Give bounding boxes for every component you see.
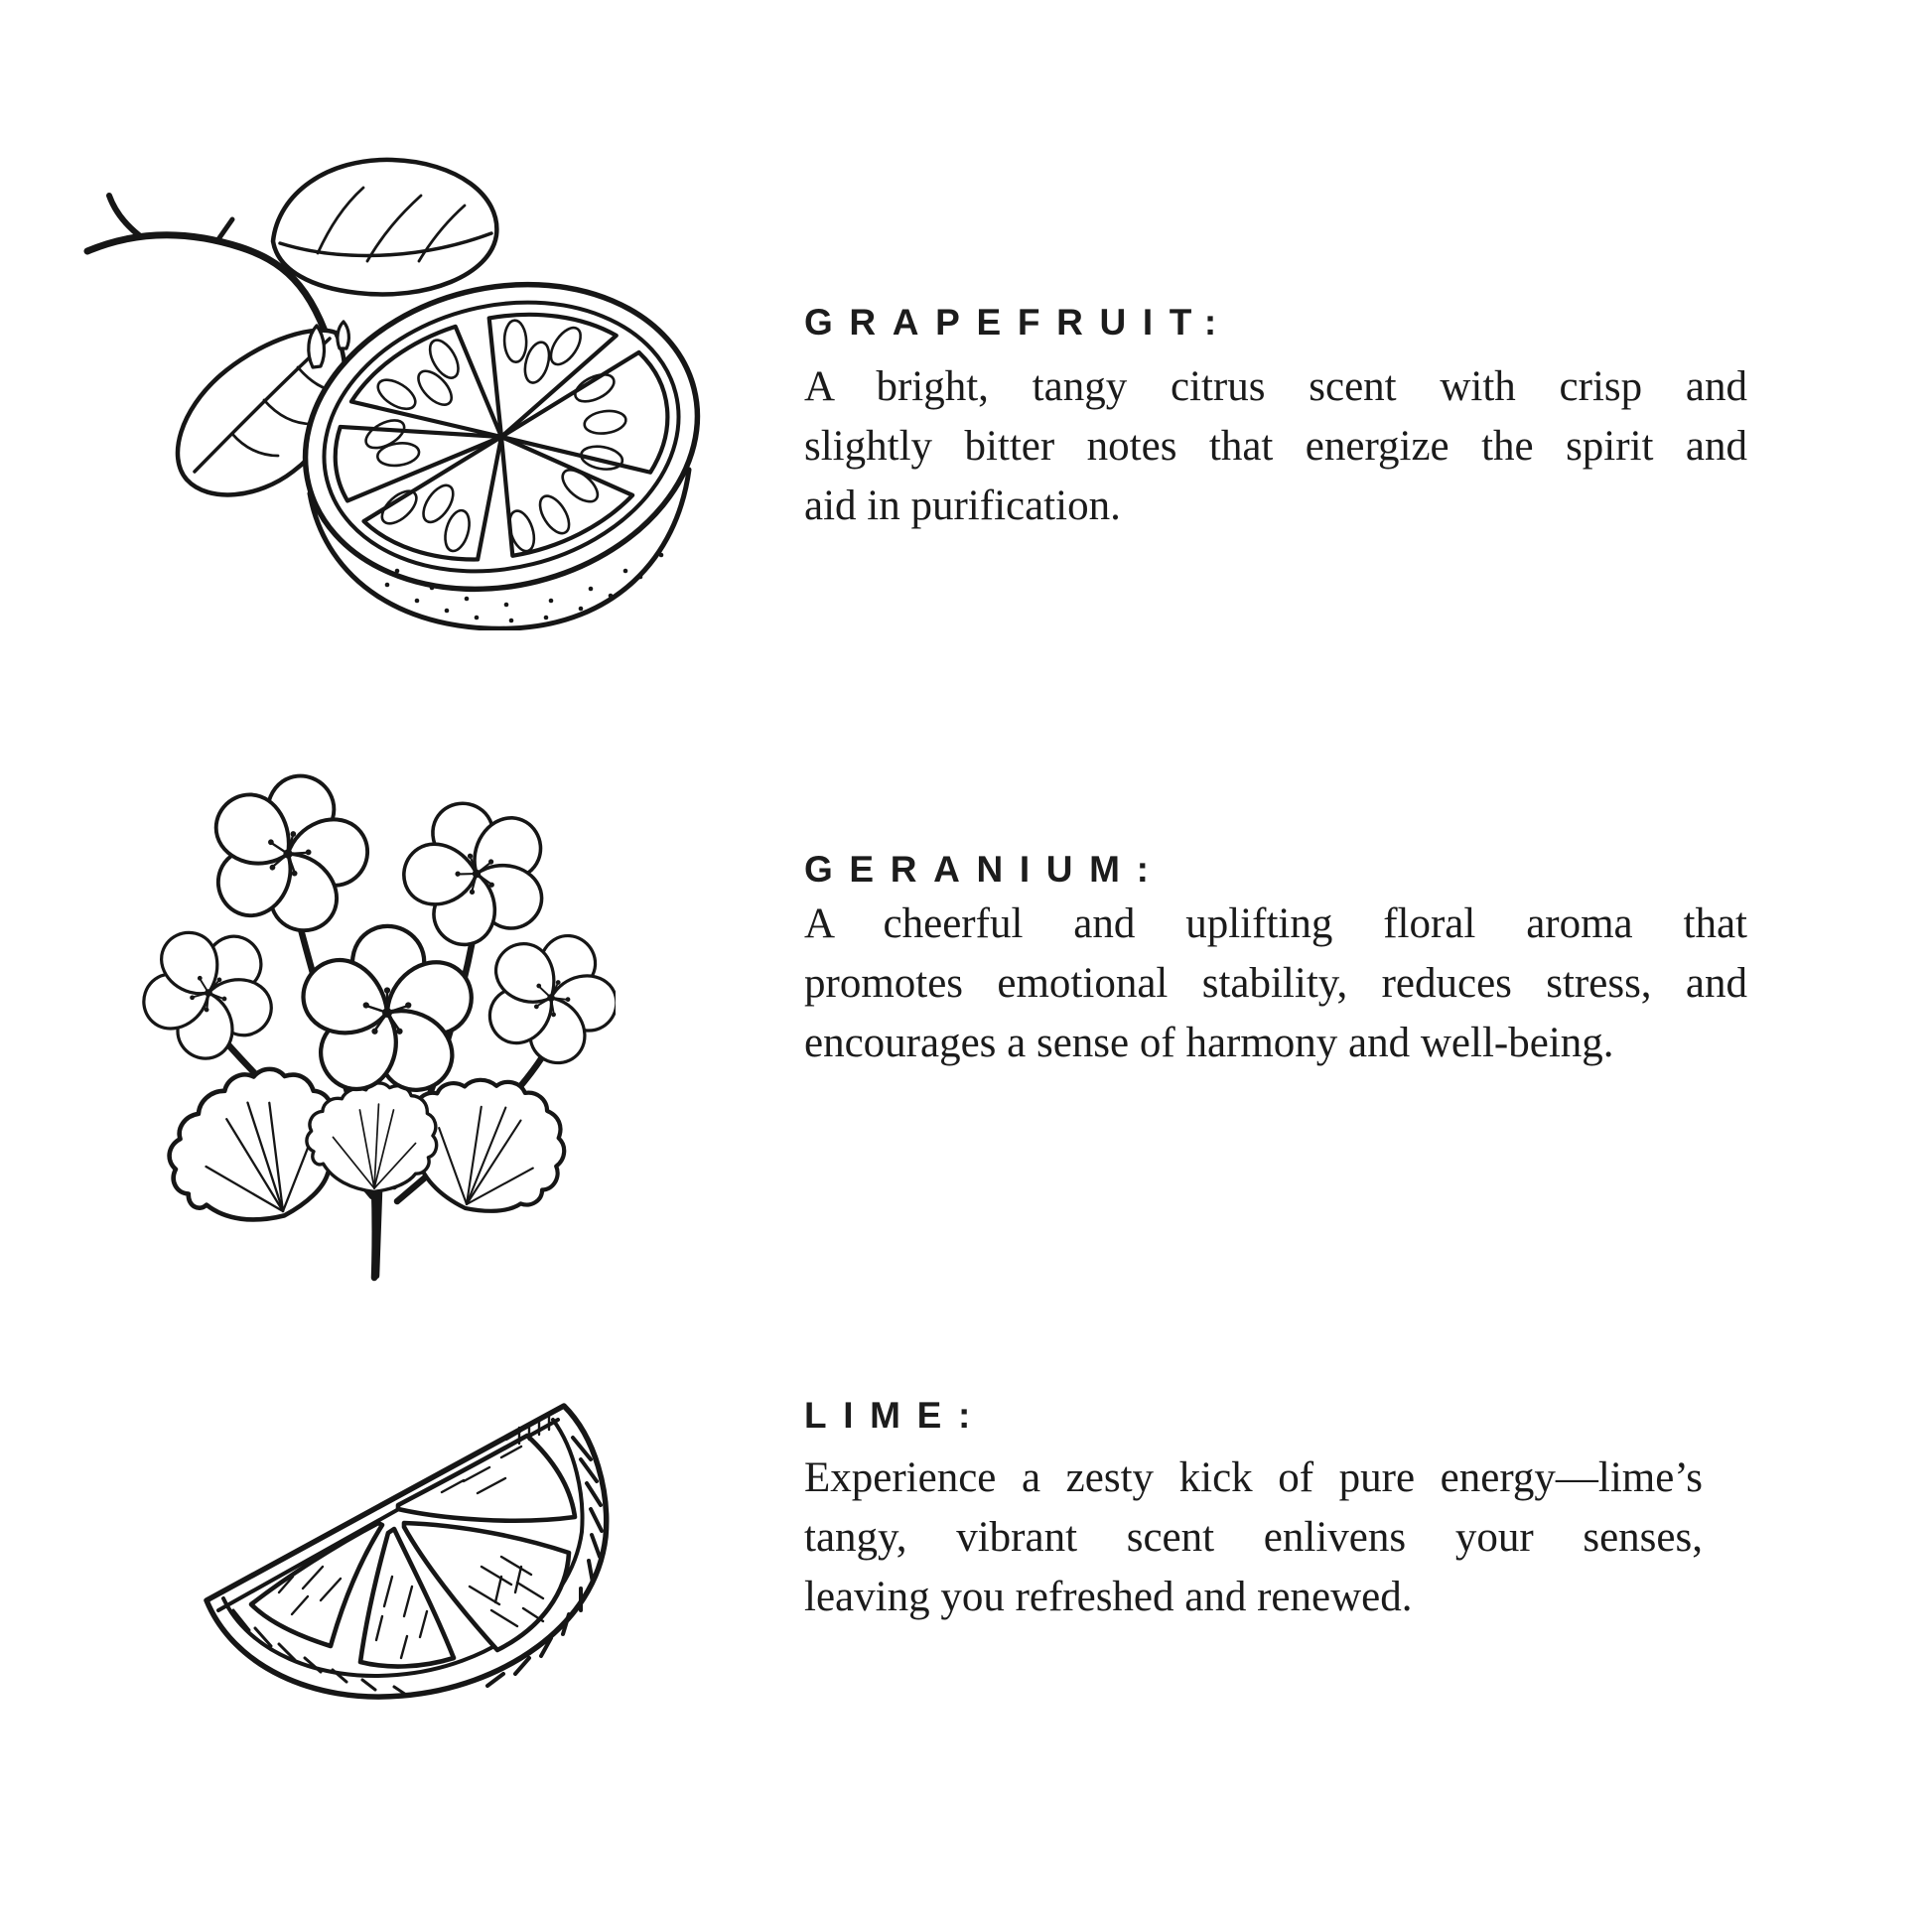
section-heading-grapefruit: GRAPEFRUIT: [804,302,1233,343]
text-line: Experience a zesty kick of pure energy—lime’s [804,1454,1703,1501]
text-line: leaving you refreshed and renewed. [804,1574,1413,1620]
text-line: tangy, vibrant scent enlivens your senses, [804,1514,1703,1561]
geranium-illustration [134,759,616,1286]
section-description-lime [804,1449,1703,1627]
text-line: encourages a sense of harmony and well-being. [804,1020,1614,1066]
section-heading-geranium: GERANIUM: [804,849,1166,890]
flowers [134,759,616,1104]
text-line: slightly bitter notes that energize the spirit and [804,423,1747,470]
grapefruit-half [273,244,715,629]
lime-wedge-illustration [204,1398,613,1706]
text-line: aid in purification. [804,483,1121,529]
leaf [273,160,496,295]
text-line: A bright, tangy citrus scent with crisp and [804,363,1747,410]
text-line: A cheerful and uplifting floral aroma that [804,900,1747,947]
section-description-geranium [804,895,1747,1073]
section-description-grapefruit [804,357,1747,536]
grapefruit-illustration [69,144,715,630]
section-heading-lime: LIME: [804,1395,987,1436]
text-line: promotes emotional stability, reduces stress, and [804,960,1747,1007]
